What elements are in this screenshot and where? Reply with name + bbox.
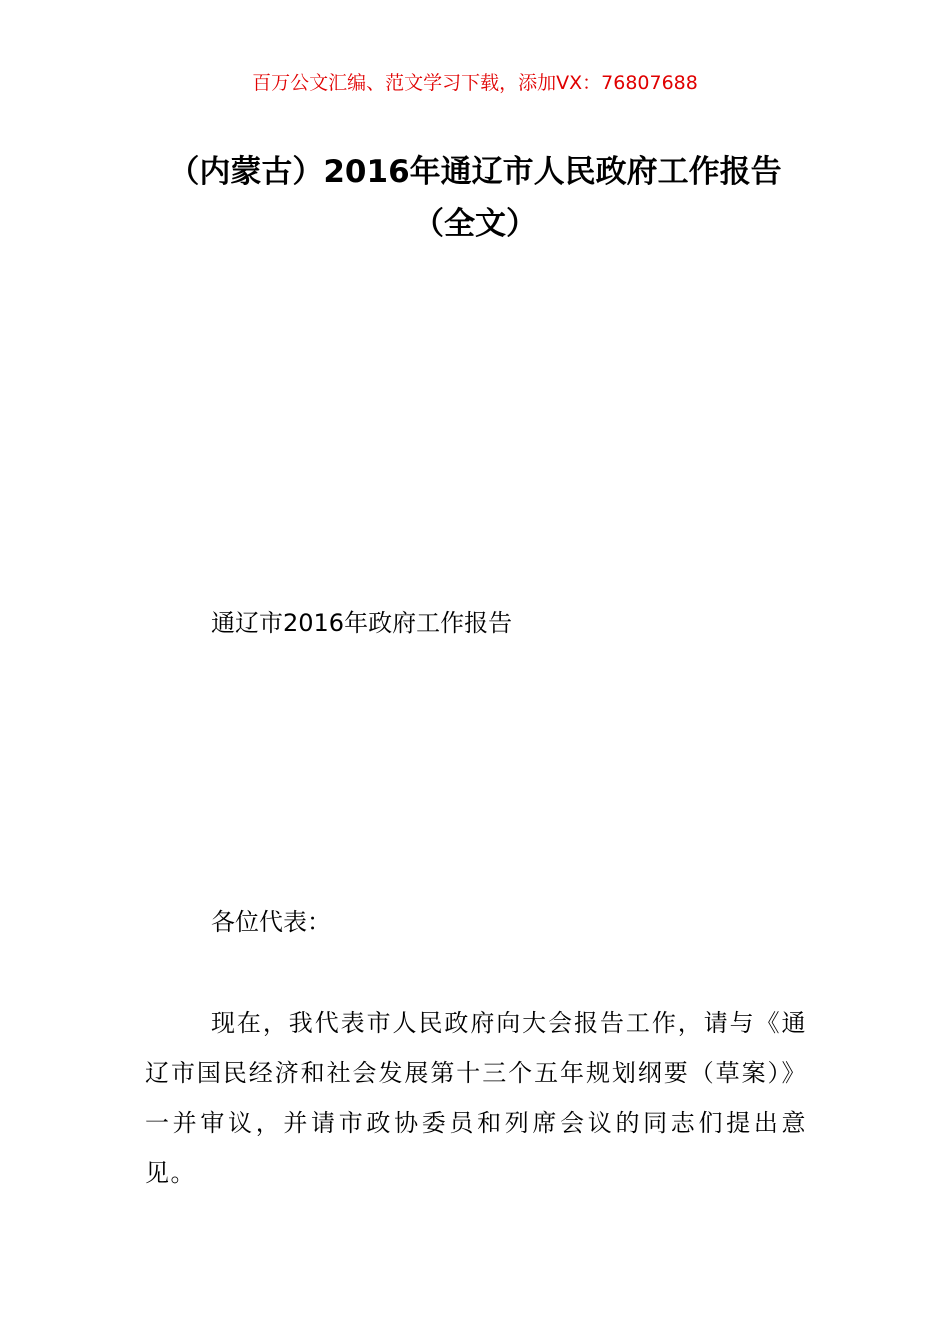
salutation: 各位代表： [211,908,331,936]
header-watermark-note: 百万公文汇编、范文学习下载，添加VX：76807688 [252,72,698,94]
document-title: （内蒙古）2016年通辽市人民政府工作报告（全文） [168,154,782,242]
body-paragraph: 现在，我代表市人民政府向大会报告工作，请与《通辽市国民经济和社会发展第十三个五年规划纲要（草案）》一并审议，并请市政协委员和列席会议的同志们提出意见。 [145,1009,807,1187]
report-subtitle: 通辽市2016年政府工作报告 [211,609,513,637]
